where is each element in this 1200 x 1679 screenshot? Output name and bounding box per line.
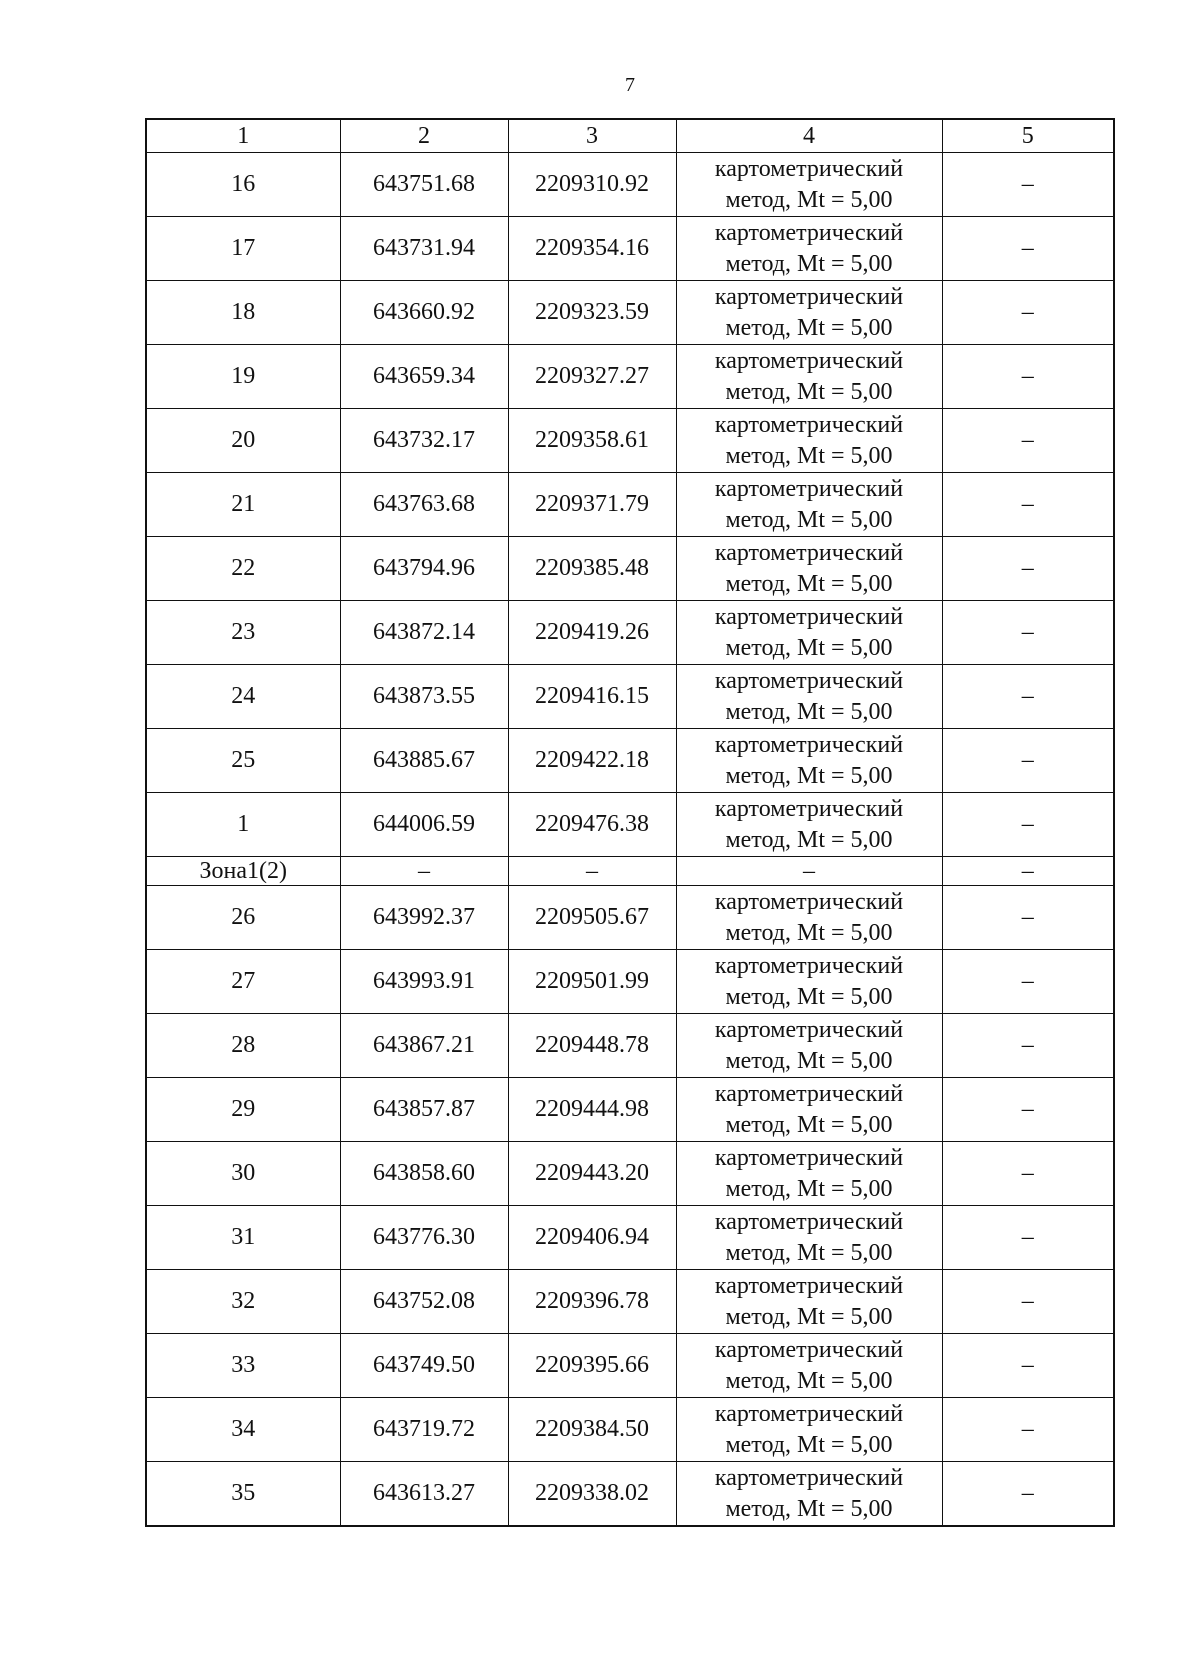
method-cell bbox=[676, 1078, 942, 1142]
table-row bbox=[146, 537, 1114, 601]
method-cell bbox=[676, 473, 942, 537]
method-line-2: метод, Mt = 5,00 bbox=[725, 919, 893, 946]
table-row bbox=[146, 473, 1114, 537]
method-cell bbox=[676, 950, 942, 1014]
table-row bbox=[146, 1078, 1114, 1142]
point-number-cell: 21 bbox=[146, 473, 340, 537]
method-line-2: метод, Mt = 5,00 bbox=[725, 186, 893, 213]
method-line-2: метод, Mt = 5,00 bbox=[725, 1239, 893, 1266]
coordinates-table bbox=[145, 118, 1115, 1527]
y-coordinate-cell: 2209358.61 bbox=[508, 409, 676, 473]
method-cell: – bbox=[676, 857, 942, 886]
note-cell: – bbox=[942, 1206, 1114, 1270]
method-line-2: метод, Mt = 5,00 bbox=[725, 1303, 893, 1330]
x-coordinate-cell: 643732.17 bbox=[340, 409, 508, 473]
y-coordinate-cell: 2209448.78 bbox=[508, 1014, 676, 1078]
page-number: 7 bbox=[625, 74, 635, 96]
note-cell: – bbox=[942, 1398, 1114, 1462]
point-number-cell: 26 bbox=[146, 886, 340, 950]
point-number-cell: 19 bbox=[146, 345, 340, 409]
method-line-2: метод, Mt = 5,00 bbox=[725, 250, 893, 277]
method-cell bbox=[676, 1206, 942, 1270]
method-cell bbox=[676, 1014, 942, 1078]
point-number-cell: 18 bbox=[146, 281, 340, 345]
method-line-2: метод, Mt = 5,00 bbox=[725, 570, 893, 597]
zone-row bbox=[146, 857, 1114, 886]
method-line-1: картометрический bbox=[714, 667, 904, 694]
method-line-1: картометрический bbox=[714, 539, 904, 566]
x-coordinate-cell: 643776.30 bbox=[340, 1206, 508, 1270]
table-header-row bbox=[146, 119, 1114, 153]
method-line-2: метод, Mt = 5,00 bbox=[725, 1495, 893, 1522]
point-number-cell: 34 bbox=[146, 1398, 340, 1462]
method-line-1: картометрический bbox=[714, 475, 904, 502]
method-line-2: метод, Mt = 5,00 bbox=[725, 1047, 893, 1074]
x-coordinate-cell: 643872.14 bbox=[340, 601, 508, 665]
method-line-1: картометрический bbox=[714, 1208, 904, 1235]
method-cell bbox=[676, 729, 942, 793]
column-header-1: 1 bbox=[146, 119, 340, 153]
method-line-2: метод, Mt = 5,00 bbox=[725, 1367, 893, 1394]
note-cell: – bbox=[942, 153, 1114, 217]
y-coordinate-cell: 2209385.48 bbox=[508, 537, 676, 601]
table-row bbox=[146, 217, 1114, 281]
y-coordinate-cell: 2209416.15 bbox=[508, 665, 676, 729]
method-line-1: картометрический bbox=[714, 795, 904, 822]
note-cell: – bbox=[942, 473, 1114, 537]
note-cell: – bbox=[942, 1334, 1114, 1398]
method-cell bbox=[676, 1398, 942, 1462]
table-row bbox=[146, 1206, 1114, 1270]
x-coordinate-cell: 643857.87 bbox=[340, 1078, 508, 1142]
method-line-1: картометрический bbox=[714, 219, 904, 246]
method-cell bbox=[676, 537, 942, 601]
note-cell: – bbox=[942, 857, 1114, 886]
method-cell bbox=[676, 409, 942, 473]
y-coordinate-cell: 2209406.94 bbox=[508, 1206, 676, 1270]
table-row bbox=[146, 1142, 1114, 1206]
zone-label-cell: Зона1(2) bbox=[146, 857, 340, 886]
table-row bbox=[146, 153, 1114, 217]
x-coordinate-cell: 643993.91 bbox=[340, 950, 508, 1014]
method-cell bbox=[676, 886, 942, 950]
method-line-1: картометрический bbox=[714, 283, 904, 310]
method-line-1: картометрический bbox=[714, 411, 904, 438]
method-line-1: картометрический bbox=[714, 952, 904, 979]
table-row bbox=[146, 1334, 1114, 1398]
x-coordinate-cell: 643752.08 bbox=[340, 1270, 508, 1334]
method-line-1: картометрический bbox=[714, 1144, 904, 1171]
y-coordinate-cell: 2209354.16 bbox=[508, 217, 676, 281]
column-header-5: 5 bbox=[942, 119, 1114, 153]
point-number-cell: 27 bbox=[146, 950, 340, 1014]
method-line-1: картометрический bbox=[714, 888, 904, 915]
note-cell: – bbox=[942, 1270, 1114, 1334]
point-number-cell: 31 bbox=[146, 1206, 340, 1270]
table-row bbox=[146, 601, 1114, 665]
table-row bbox=[146, 729, 1114, 793]
method-cell bbox=[676, 793, 942, 857]
method-cell bbox=[676, 601, 942, 665]
point-number-cell: 17 bbox=[146, 217, 340, 281]
point-number-cell: 33 bbox=[146, 1334, 340, 1398]
point-number-cell: 23 bbox=[146, 601, 340, 665]
y-coordinate-cell: 2209338.02 bbox=[508, 1462, 676, 1527]
table-row bbox=[146, 1014, 1114, 1078]
note-cell: – bbox=[942, 950, 1114, 1014]
table-row bbox=[146, 950, 1114, 1014]
x-coordinate-cell: 643719.72 bbox=[340, 1398, 508, 1462]
note-cell: – bbox=[942, 601, 1114, 665]
column-header-4: 4 bbox=[676, 119, 942, 153]
method-line-2: метод, Mt = 5,00 bbox=[725, 634, 893, 661]
point-number-cell: 29 bbox=[146, 1078, 340, 1142]
method-cell bbox=[676, 1142, 942, 1206]
x-coordinate-cell: 643613.27 bbox=[340, 1462, 508, 1527]
method-cell bbox=[676, 217, 942, 281]
y-coordinate-cell: 2209384.50 bbox=[508, 1398, 676, 1462]
y-coordinate-cell: 2209505.67 bbox=[508, 886, 676, 950]
table-row bbox=[146, 793, 1114, 857]
note-cell: – bbox=[942, 537, 1114, 601]
method-line-1: картометрический bbox=[714, 1016, 904, 1043]
y-coordinate-cell: 2209443.20 bbox=[508, 1142, 676, 1206]
method-line-2: метод, Mt = 5,00 bbox=[725, 1431, 893, 1458]
y-coordinate-cell: 2209476.38 bbox=[508, 793, 676, 857]
x-coordinate-cell: 643751.68 bbox=[340, 153, 508, 217]
note-cell: – bbox=[942, 345, 1114, 409]
y-coordinate-cell: 2209444.98 bbox=[508, 1078, 676, 1142]
table-body bbox=[146, 153, 1114, 1527]
point-number-cell: 1 bbox=[146, 793, 340, 857]
method-line-1: картометрический bbox=[714, 603, 904, 630]
method-line-2: метод, Mt = 5,00 bbox=[725, 506, 893, 533]
x-coordinate-cell: 643885.67 bbox=[340, 729, 508, 793]
point-number-cell: 30 bbox=[146, 1142, 340, 1206]
note-cell: – bbox=[942, 281, 1114, 345]
x-coordinate-cell: 643873.55 bbox=[340, 665, 508, 729]
y-coordinate-cell: 2209501.99 bbox=[508, 950, 676, 1014]
table-row bbox=[146, 281, 1114, 345]
point-number-cell: 25 bbox=[146, 729, 340, 793]
point-number-cell: 32 bbox=[146, 1270, 340, 1334]
y-coordinate-cell: – bbox=[508, 857, 676, 886]
method-cell bbox=[676, 665, 942, 729]
note-cell: – bbox=[942, 1462, 1114, 1527]
x-coordinate-cell: 643749.50 bbox=[340, 1334, 508, 1398]
y-coordinate-cell: 2209371.79 bbox=[508, 473, 676, 537]
method-line-2: метод, Mt = 5,00 bbox=[725, 314, 893, 341]
method-cell bbox=[676, 345, 942, 409]
table-row bbox=[146, 345, 1114, 409]
note-cell: – bbox=[942, 409, 1114, 473]
point-number-cell: 24 bbox=[146, 665, 340, 729]
y-coordinate-cell: 2209310.92 bbox=[508, 153, 676, 217]
point-number-cell: 20 bbox=[146, 409, 340, 473]
x-coordinate-cell: 643763.68 bbox=[340, 473, 508, 537]
column-header-2: 2 bbox=[340, 119, 508, 153]
method-cell bbox=[676, 1334, 942, 1398]
table-row bbox=[146, 409, 1114, 473]
method-line-1: картометрический bbox=[714, 347, 904, 374]
point-number-cell: 35 bbox=[146, 1462, 340, 1527]
note-cell: – bbox=[942, 665, 1114, 729]
x-coordinate-cell: 644006.59 bbox=[340, 793, 508, 857]
method-line-1: картометрический bbox=[714, 1336, 904, 1363]
method-line-2: метод, Mt = 5,00 bbox=[725, 442, 893, 469]
point-number-cell: 16 bbox=[146, 153, 340, 217]
note-cell: – bbox=[942, 729, 1114, 793]
method-line-1: картометрический bbox=[714, 1272, 904, 1299]
method-cell bbox=[676, 1270, 942, 1334]
point-number-cell: 28 bbox=[146, 1014, 340, 1078]
table-row bbox=[146, 886, 1114, 950]
method-line-2: метод, Mt = 5,00 bbox=[725, 378, 893, 405]
x-coordinate-cell: 643867.21 bbox=[340, 1014, 508, 1078]
method-line-2: метод, Mt = 5,00 bbox=[725, 1111, 893, 1138]
column-header-3: 3 bbox=[508, 119, 676, 153]
y-coordinate-cell: 2209395.66 bbox=[508, 1334, 676, 1398]
method-line-2: метод, Mt = 5,00 bbox=[725, 826, 893, 853]
method-line-2: метод, Mt = 5,00 bbox=[725, 762, 893, 789]
x-coordinate-cell: 643660.92 bbox=[340, 281, 508, 345]
y-coordinate-cell: 2209323.59 bbox=[508, 281, 676, 345]
table-row bbox=[146, 1398, 1114, 1462]
y-coordinate-cell: 2209419.26 bbox=[508, 601, 676, 665]
x-coordinate-cell: 643794.96 bbox=[340, 537, 508, 601]
point-number-cell: 22 bbox=[146, 537, 340, 601]
method-line-2: метод, Mt = 5,00 bbox=[725, 983, 893, 1010]
method-line-2: метод, Mt = 5,00 bbox=[725, 1175, 893, 1202]
method-line-1: картометрический bbox=[714, 731, 904, 758]
method-line-1: картометрический bbox=[714, 1464, 904, 1491]
x-coordinate-cell: 643858.60 bbox=[340, 1142, 508, 1206]
method-cell bbox=[676, 281, 942, 345]
y-coordinate-cell: 2209327.27 bbox=[508, 345, 676, 409]
table-row bbox=[146, 1462, 1114, 1527]
note-cell: – bbox=[942, 886, 1114, 950]
y-coordinate-cell: 2209422.18 bbox=[508, 729, 676, 793]
table-row bbox=[146, 1270, 1114, 1334]
note-cell: – bbox=[942, 1142, 1114, 1206]
x-coordinate-cell: – bbox=[340, 857, 508, 886]
method-cell bbox=[676, 1462, 942, 1527]
y-coordinate-cell: 2209396.78 bbox=[508, 1270, 676, 1334]
note-cell: – bbox=[942, 217, 1114, 281]
method-line-2: метод, Mt = 5,00 bbox=[725, 698, 893, 725]
x-coordinate-cell: 643731.94 bbox=[340, 217, 508, 281]
x-coordinate-cell: 643992.37 bbox=[340, 886, 508, 950]
method-line-1: картометрический bbox=[714, 1400, 904, 1427]
method-line-1: картометрический bbox=[714, 1080, 904, 1107]
note-cell: – bbox=[942, 793, 1114, 857]
method-cell bbox=[676, 153, 942, 217]
x-coordinate-cell: 643659.34 bbox=[340, 345, 508, 409]
table-row bbox=[146, 665, 1114, 729]
note-cell: – bbox=[942, 1078, 1114, 1142]
method-line-1: картометрический bbox=[714, 155, 904, 182]
note-cell: – bbox=[942, 1014, 1114, 1078]
